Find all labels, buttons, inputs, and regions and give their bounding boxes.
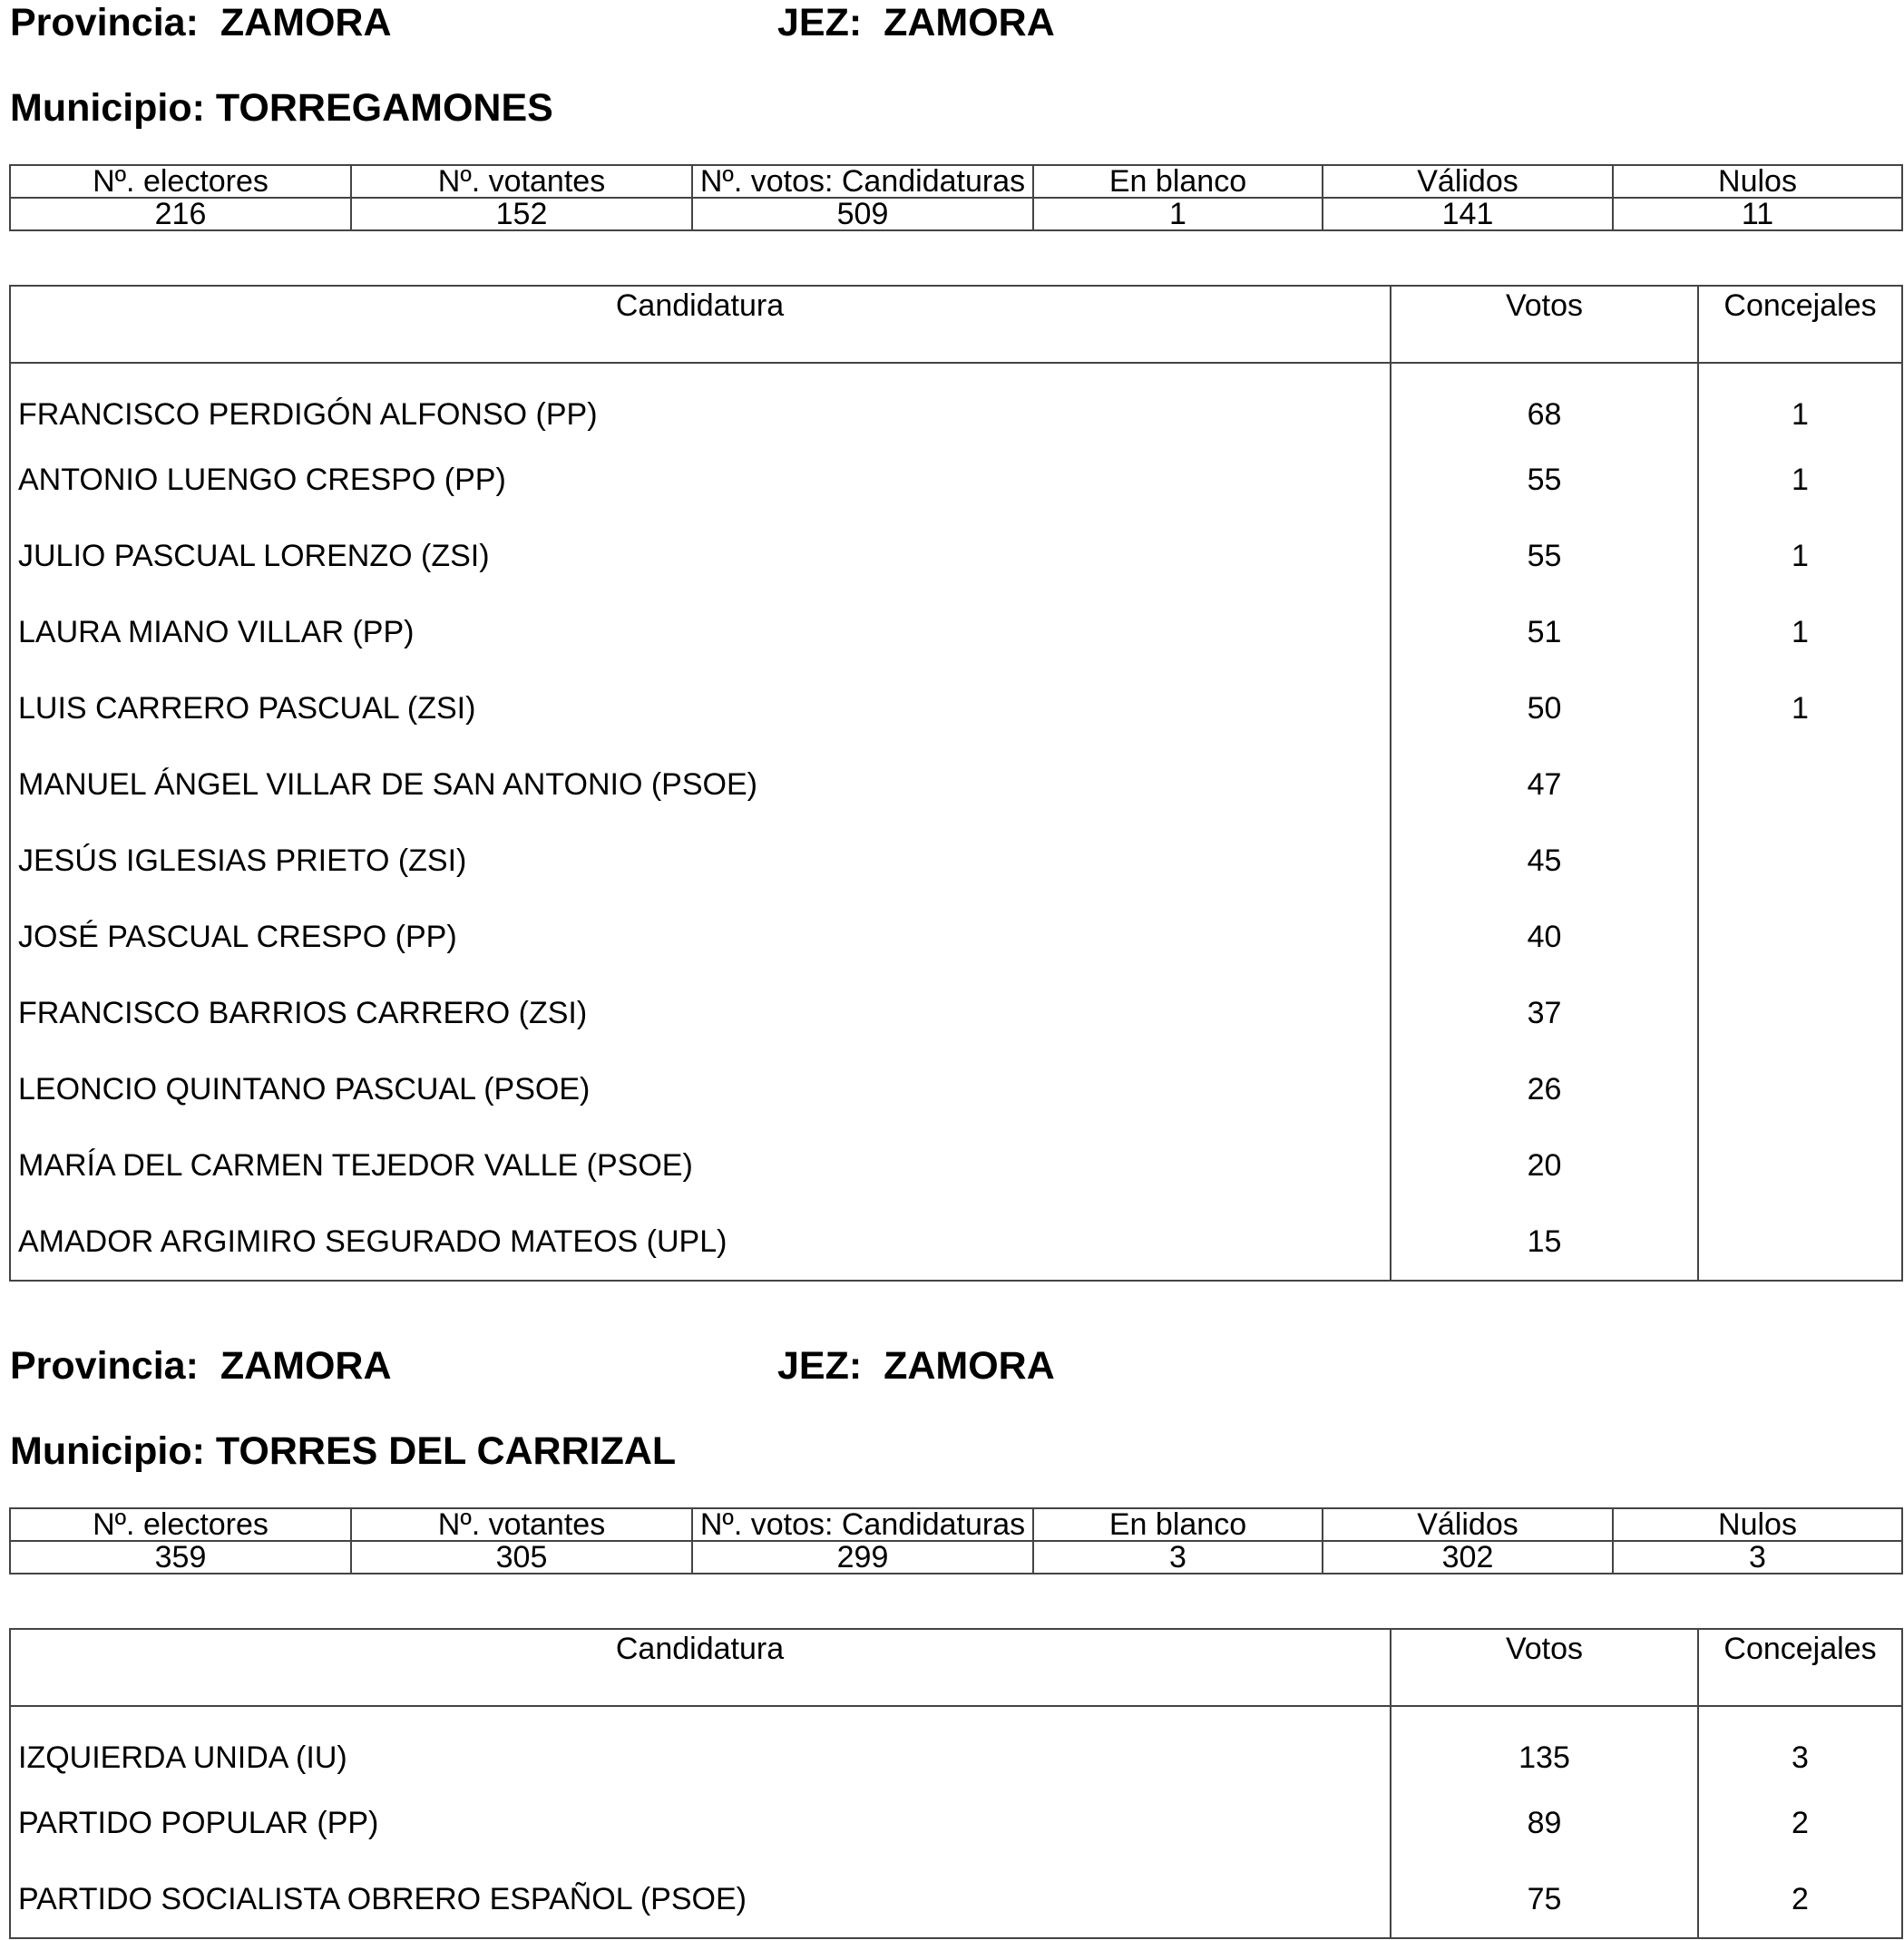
- candidate-name: MARÍA DEL CARMEN TEJEDOR VALLE (PSOE): [10, 1127, 1391, 1204]
- candidate-name: PARTIDO POPULAR (PP): [10, 1785, 1391, 1861]
- summary-header-row: [10, 165, 1902, 198]
- summary-header-row: [10, 1508, 1902, 1541]
- candidate-votos: 26: [1391, 1051, 1698, 1127]
- jez-value: ZAMORA: [884, 1, 1055, 44]
- candidate-name: FRANCISCO BARRIOS CARRERO (ZSI): [10, 975, 1391, 1051]
- candidate-concejales: 2: [1698, 1861, 1902, 1938]
- provincia-value: ZAMORA: [220, 1344, 392, 1388]
- votos-header: Votos: [1391, 1629, 1698, 1706]
- candidatura-header: Candidatura: [10, 286, 1391, 363]
- summary-header: Nº. votos: Candidaturas: [692, 165, 1033, 198]
- candidate-concejales: 1: [1698, 594, 1902, 670]
- summary-value: 359: [10, 1541, 351, 1574]
- candidate-name: JULIO PASCUAL LORENZO (ZSI): [10, 518, 1391, 594]
- summary-value: 3: [1613, 1541, 1902, 1574]
- summary-table: [9, 1507, 1903, 1574]
- candidate-votos: 55: [1391, 442, 1698, 518]
- jez-header: [777, 1343, 1055, 1389]
- table-row: [10, 1127, 1902, 1204]
- candidate-votos: 37: [1391, 975, 1698, 1051]
- summary-header: Nº. electores: [10, 165, 351, 198]
- summary-header: En blanco: [1033, 1508, 1323, 1541]
- candidate-name: PARTIDO SOCIALISTA OBRERO ESPAÑOL (PSOE): [10, 1861, 1391, 1938]
- municipio-value: TORRES DEL CARRIZAL: [215, 1429, 677, 1473]
- summary-value: 305: [351, 1541, 692, 1574]
- results-table: [9, 285, 1903, 1282]
- results-table: [9, 1628, 1903, 1939]
- candidate-votos: 89: [1391, 1785, 1698, 1861]
- table-row: [10, 746, 1902, 823]
- summary-header: Nº. votantes: [351, 1508, 692, 1541]
- table-row: [10, 363, 1902, 442]
- table-row: [10, 1861, 1902, 1938]
- summary-header: Nº. electores: [10, 1508, 351, 1541]
- candidate-concejales: 1: [1698, 442, 1902, 518]
- votos-header: Votos: [1391, 286, 1698, 363]
- table-row: [10, 1051, 1902, 1127]
- table-row: [10, 1204, 1902, 1281]
- candidate-votos: 135: [1391, 1706, 1698, 1785]
- candidate-concejales: [1698, 1204, 1902, 1281]
- table-row: [10, 1785, 1902, 1861]
- table-row: [10, 442, 1902, 518]
- candidatura-header: Candidatura: [10, 1629, 1391, 1706]
- candidate-name: JOSÉ PASCUAL CRESPO (PP): [10, 899, 1391, 975]
- candidate-votos: 51: [1391, 594, 1698, 670]
- summary-header: Válidos: [1323, 1508, 1613, 1541]
- candidate-name: AMADOR ARGIMIRO SEGURADO MATEOS (UPL): [10, 1204, 1391, 1281]
- summary-header: Válidos: [1323, 165, 1613, 198]
- candidate-votos: 50: [1391, 670, 1698, 746]
- summary-value: 11: [1613, 198, 1902, 230]
- municipio-header: [10, 1428, 676, 1474]
- summary-value: 302: [1323, 1541, 1613, 1574]
- candidate-concejales: [1698, 899, 1902, 975]
- summary-value: 141: [1323, 198, 1613, 230]
- summary-value: 299: [692, 1541, 1033, 1574]
- candidate-concejales: 1: [1698, 518, 1902, 594]
- summary-value-row: [10, 1541, 1902, 1574]
- candidate-votos: 47: [1391, 746, 1698, 823]
- candidate-votos: 68: [1391, 363, 1698, 442]
- candidate-votos: 15: [1391, 1204, 1698, 1281]
- results-header-row: [10, 1629, 1902, 1706]
- table-row: [10, 1706, 1902, 1785]
- summary-value: 3: [1033, 1541, 1323, 1574]
- candidate-votos: 40: [1391, 899, 1698, 975]
- provincia-value: ZAMORA: [220, 1, 392, 44]
- candidate-concejales: [1698, 823, 1902, 899]
- candidate-name: FRANCISCO PERDIGÓN ALFONSO (PP): [10, 363, 1391, 442]
- summary-value: 1: [1033, 198, 1323, 230]
- concejales-header: Concejales: [1698, 1629, 1902, 1706]
- provincia-header: [10, 0, 392, 45]
- summary-value: 216: [10, 198, 351, 230]
- results-header-row: [10, 286, 1902, 363]
- table-row: [10, 899, 1902, 975]
- table-row: [10, 670, 1902, 746]
- candidate-concejales: [1698, 975, 1902, 1051]
- provincia-header: [10, 1343, 392, 1389]
- candidate-concejales: [1698, 1051, 1902, 1127]
- candidate-votos: 75: [1391, 1861, 1698, 1938]
- provincia-label: Provincia:: [10, 1344, 199, 1388]
- jez-label: JEZ:: [777, 1344, 863, 1388]
- table-row: [10, 823, 1902, 899]
- table-row: [10, 518, 1902, 594]
- municipio-header: [10, 85, 553, 131]
- candidate-name: LEONCIO QUINTANO PASCUAL (PSOE): [10, 1051, 1391, 1127]
- jez-value: ZAMORA: [884, 1344, 1055, 1388]
- summary-value-row: [10, 198, 1902, 230]
- summary-value: 152: [351, 198, 692, 230]
- candidate-concejales: 1: [1698, 670, 1902, 746]
- summary-header: Nulos: [1613, 1508, 1902, 1541]
- municipio-label: Municipio:: [10, 1429, 205, 1473]
- candidate-name: LUIS CARRERO PASCUAL (ZSI): [10, 670, 1391, 746]
- municipio-value: TORREGAMONES: [215, 86, 553, 130]
- candidate-concejales: [1698, 1127, 1902, 1204]
- table-row: [10, 594, 1902, 670]
- candidate-concejales: [1698, 746, 1902, 823]
- candidate-votos: 55: [1391, 518, 1698, 594]
- candidate-votos: 45: [1391, 823, 1698, 899]
- summary-header: Nº. votantes: [351, 165, 692, 198]
- candidate-concejales: 3: [1698, 1706, 1902, 1785]
- summary-value: 509: [692, 198, 1033, 230]
- concejales-header: Concejales: [1698, 286, 1902, 363]
- summary-table: [9, 164, 1903, 231]
- municipio-label: Municipio:: [10, 86, 205, 130]
- candidate-name: MANUEL ÁNGEL VILLAR DE SAN ANTONIO (PSOE): [10, 746, 1391, 823]
- jez-header: [777, 0, 1055, 45]
- candidate-concejales: 1: [1698, 363, 1902, 442]
- summary-header: Nº. votos: Candidaturas: [692, 1508, 1033, 1541]
- jez-label: JEZ:: [777, 1, 863, 44]
- provincia-label: Provincia:: [10, 1, 199, 44]
- table-row: [10, 975, 1902, 1051]
- candidate-name: IZQUIERDA UNIDA (IU): [10, 1706, 1391, 1785]
- summary-header: En blanco: [1033, 165, 1323, 198]
- candidate-name: ANTONIO LUENGO CRESPO (PP): [10, 442, 1391, 518]
- candidate-concejales: 2: [1698, 1785, 1902, 1861]
- candidate-votos: 20: [1391, 1127, 1698, 1204]
- candidate-name: JESÚS IGLESIAS PRIETO (ZSI): [10, 823, 1391, 899]
- summary-header: Nulos: [1613, 165, 1902, 198]
- candidate-name: LAURA MIANO VILLAR (PP): [10, 594, 1391, 670]
